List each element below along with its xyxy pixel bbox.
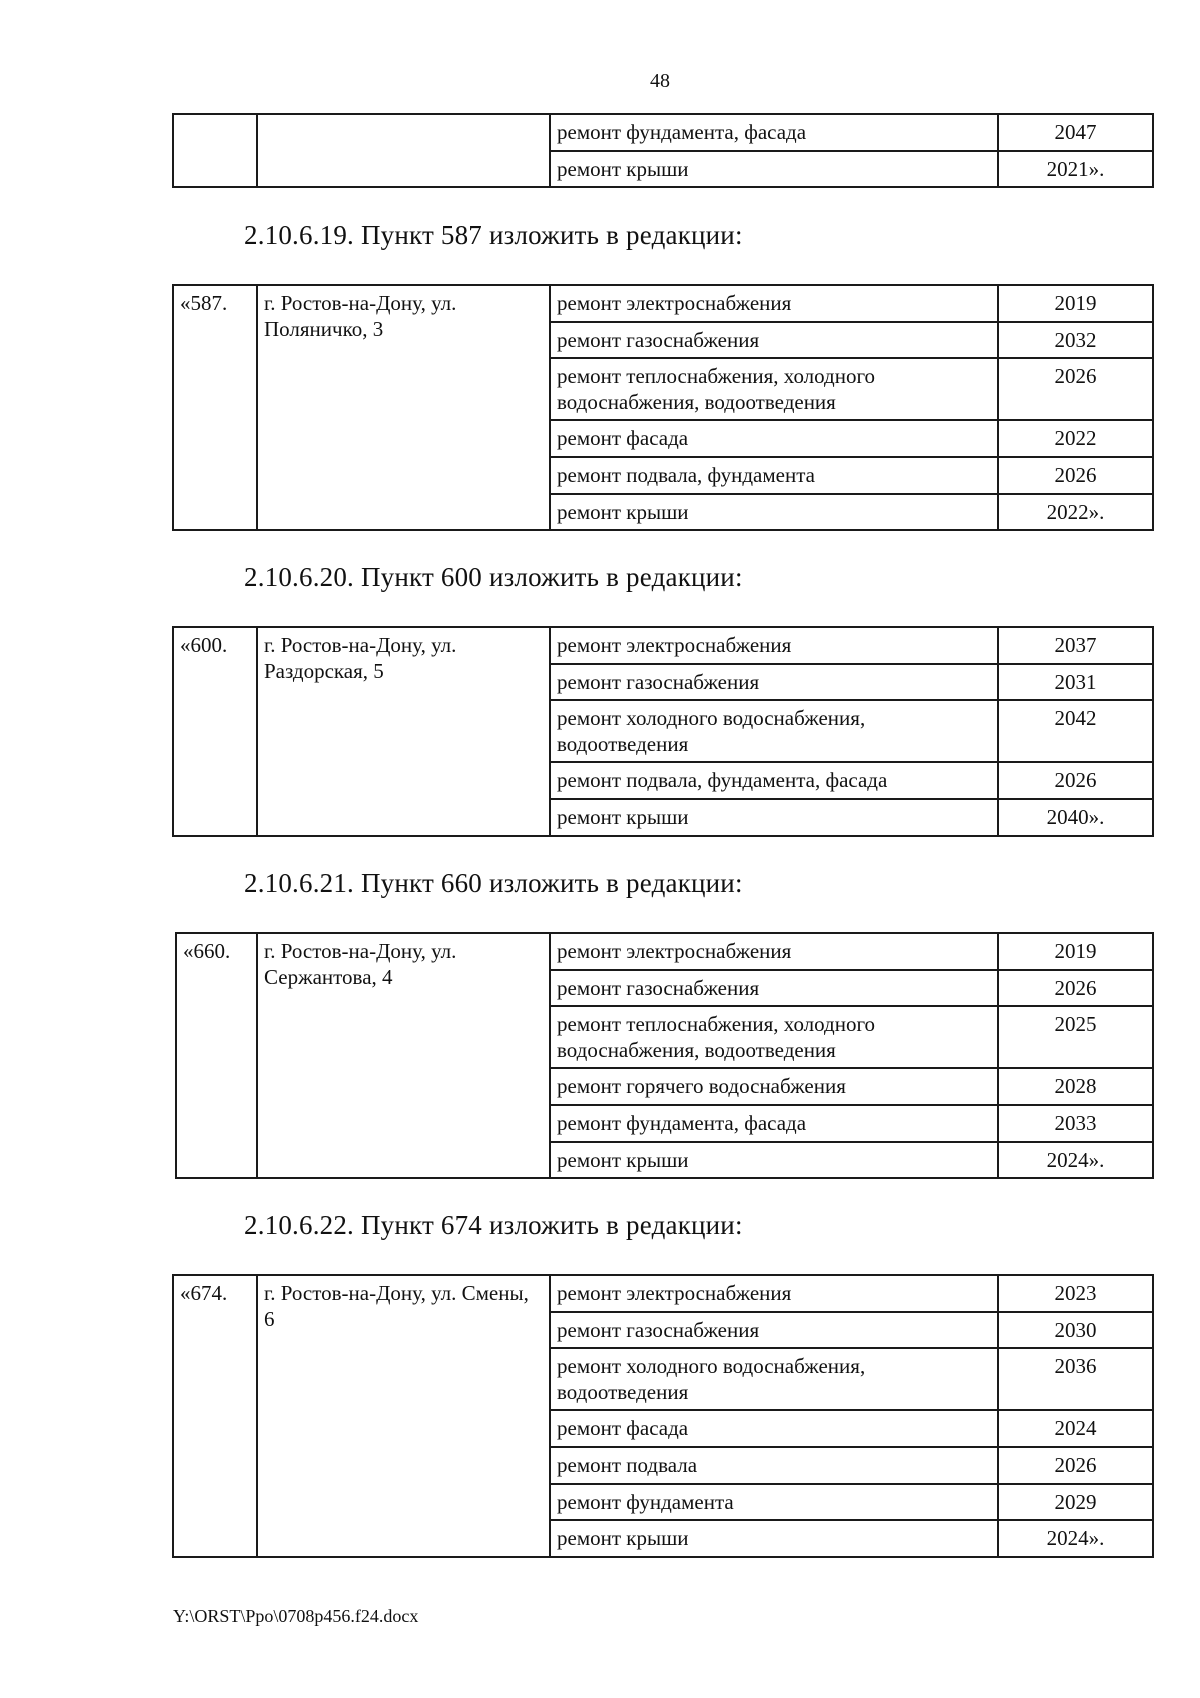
work-cell: ремонт холодного водоснабжения, водоотведения bbox=[550, 1348, 998, 1410]
item-number-cell: «587. bbox=[173, 285, 257, 530]
year-cell: 2047 bbox=[998, 114, 1153, 151]
year-cell: 2028 bbox=[998, 1068, 1153, 1105]
work-cell: ремонт теплоснабжения, холодного водоснабжения, водоотведения bbox=[550, 358, 998, 420]
work-cell: ремонт газоснабжения bbox=[550, 322, 998, 359]
section-heading: 2.10.6.21. Пункт 660 изложить в редакции: bbox=[244, 868, 743, 898]
year-cell: 2037 bbox=[998, 627, 1153, 664]
year-cell: 2024». bbox=[998, 1142, 1153, 1179]
item-number-cell: «600. bbox=[173, 627, 257, 836]
work-cell: ремонт подвала bbox=[550, 1447, 998, 1484]
table-row bbox=[173, 114, 1153, 151]
work-cell: ремонт фундамента bbox=[550, 1484, 998, 1521]
address-cell: г. Ростов-на-Дону, ул. Раздорская, 5 bbox=[257, 627, 550, 836]
year-cell: 2019 bbox=[998, 285, 1153, 322]
year-cell: 2025 bbox=[998, 1006, 1153, 1068]
year-cell: 2033 bbox=[998, 1105, 1153, 1142]
work-cell: ремонт подвала, фундамента, фасада bbox=[550, 762, 998, 799]
work-cell: ремонт горячего водоснабжения bbox=[550, 1068, 998, 1105]
section-table bbox=[172, 284, 1154, 531]
section-table bbox=[172, 1274, 1154, 1558]
year-cell: 2022 bbox=[998, 420, 1153, 457]
year-cell: 2030 bbox=[998, 1312, 1153, 1349]
year-cell: 2032 bbox=[998, 322, 1153, 359]
year-cell: 2026 bbox=[998, 457, 1153, 494]
section-heading: 2.10.6.19. Пункт 587 изложить в редакции: bbox=[244, 220, 743, 250]
work-cell: ремонт крыши bbox=[550, 494, 998, 531]
address-cell: г. Ростов-на-Дону, ул. Сержантова, 4 bbox=[257, 933, 550, 1178]
table-row bbox=[176, 933, 1153, 970]
address-cell: г. Ростов-на-Дону, ул. Смены, 6 bbox=[257, 1275, 550, 1557]
work-cell: ремонт холодного водоснабжения, водоотведения bbox=[550, 700, 998, 762]
table-row bbox=[173, 285, 1153, 322]
section-heading: 2.10.6.22. Пункт 674 изложить в редакции: bbox=[244, 1210, 743, 1240]
year-cell: 2042 bbox=[998, 700, 1153, 762]
address-cell bbox=[257, 114, 550, 187]
work-cell: ремонт фасада bbox=[550, 420, 998, 457]
table-row bbox=[173, 627, 1153, 664]
work-cell: ремонт электроснабжения bbox=[550, 1275, 998, 1312]
page-number: 48 bbox=[650, 70, 670, 92]
table-row bbox=[173, 1275, 1153, 1312]
work-cell: ремонт крыши bbox=[550, 151, 998, 188]
work-cell: ремонт электроснабжения bbox=[550, 627, 998, 664]
year-cell: 2036 bbox=[998, 1348, 1153, 1410]
work-cell: ремонт фасада bbox=[550, 1410, 998, 1447]
year-cell: 2021». bbox=[998, 151, 1153, 188]
year-cell: 2024». bbox=[998, 1520, 1153, 1557]
year-cell: 2026 bbox=[998, 762, 1153, 799]
year-cell: 2022». bbox=[998, 494, 1153, 531]
address-cell: г. Ростов-на-Дону, ул. Поляничко, 3 bbox=[257, 285, 550, 530]
section-table bbox=[175, 932, 1154, 1179]
file-path-footer: Y:\ORST\Ppo\0708p456.f24.docx bbox=[173, 1606, 419, 1626]
continuation-table bbox=[172, 113, 1154, 188]
work-cell: ремонт газоснабжения bbox=[550, 970, 998, 1007]
item-number-cell: «674. bbox=[173, 1275, 257, 1557]
work-cell: ремонт крыши bbox=[550, 799, 998, 836]
work-cell: ремонт крыши bbox=[550, 1520, 998, 1557]
work-cell: ремонт газоснабжения bbox=[550, 664, 998, 701]
year-cell: 2040». bbox=[998, 799, 1153, 836]
year-cell: 2019 bbox=[998, 933, 1153, 970]
year-cell: 2031 bbox=[998, 664, 1153, 701]
work-cell: ремонт подвала, фундамента bbox=[550, 457, 998, 494]
year-cell: 2023 bbox=[998, 1275, 1153, 1312]
year-cell: 2029 bbox=[998, 1484, 1153, 1521]
year-cell: 2026 bbox=[998, 358, 1153, 420]
item-number-cell bbox=[173, 114, 257, 187]
item-number-cell: «660. bbox=[176, 933, 257, 1178]
year-cell: 2024 bbox=[998, 1410, 1153, 1447]
work-cell: ремонт фундамента, фасада bbox=[550, 114, 998, 151]
section-heading: 2.10.6.20. Пункт 600 изложить в редакции: bbox=[244, 562, 743, 592]
work-cell: ремонт фундамента, фасада bbox=[550, 1105, 998, 1142]
year-cell: 2026 bbox=[998, 1447, 1153, 1484]
section-table bbox=[172, 626, 1154, 837]
work-cell: ремонт электроснабжения bbox=[550, 933, 998, 970]
work-cell: ремонт крыши bbox=[550, 1142, 998, 1179]
work-cell: ремонт электроснабжения bbox=[550, 285, 998, 322]
work-cell: ремонт теплоснабжения, холодного водоснабжения, водоотведения bbox=[550, 1006, 998, 1068]
work-cell: ремонт газоснабжения bbox=[550, 1312, 998, 1349]
year-cell: 2026 bbox=[998, 970, 1153, 1007]
